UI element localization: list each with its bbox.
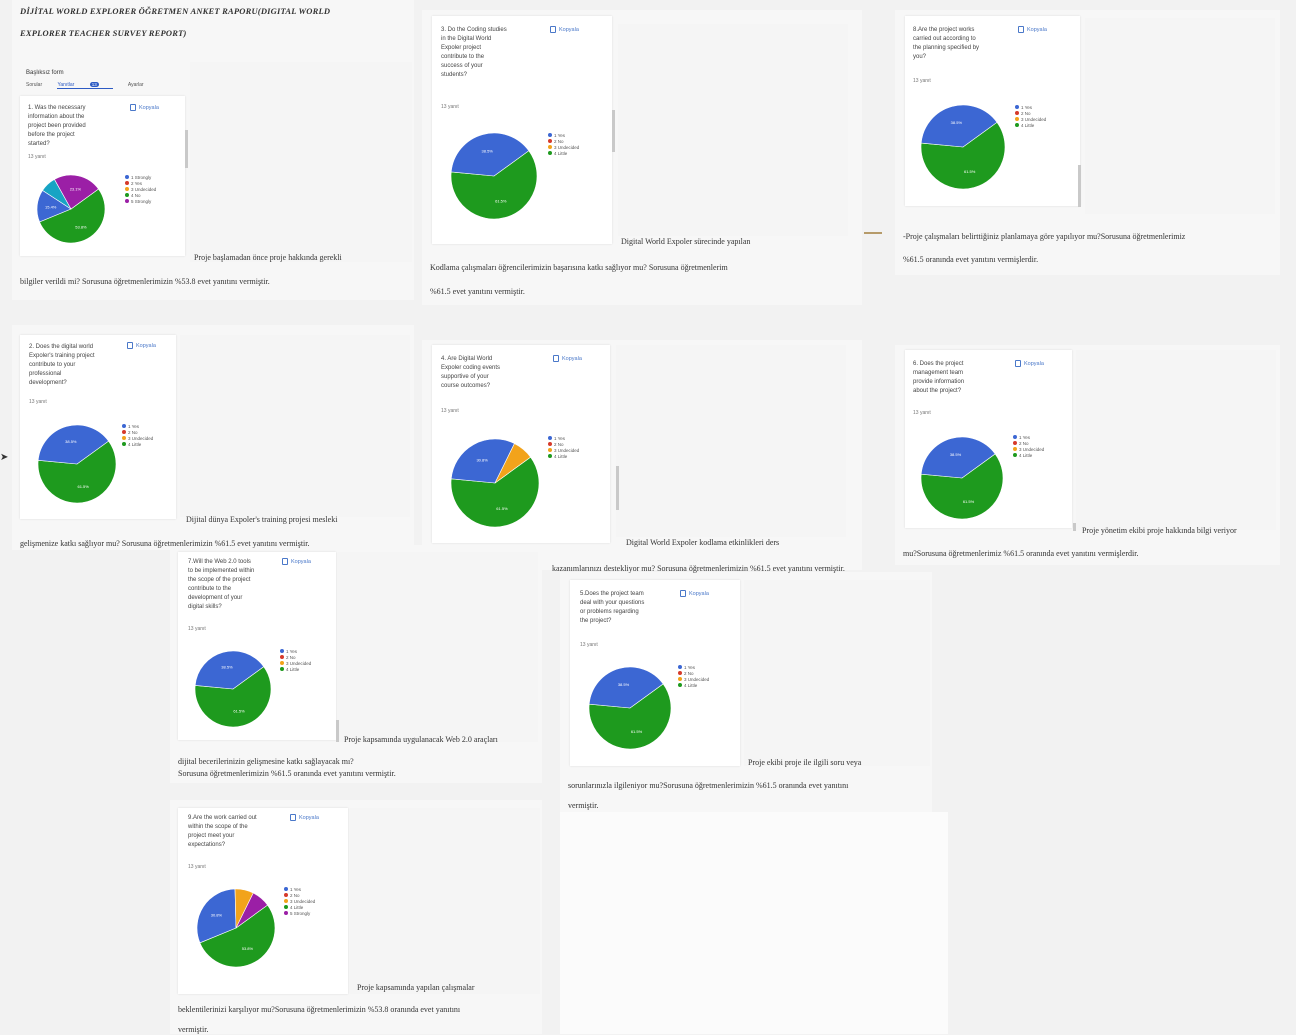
response-count-7: 13 yanıt [188, 626, 206, 632]
legend-dot [678, 677, 682, 681]
pie-label: 15.4% [45, 204, 57, 210]
copy-icon [680, 590, 686, 597]
legend-dot [122, 424, 126, 428]
legend-dot [1015, 123, 1019, 127]
pie-chart-3 [920, 104, 1006, 190]
copy-icon [553, 355, 559, 362]
scrollbar-2[interactable] [612, 110, 615, 152]
scrollbar-6[interactable] [1073, 523, 1076, 531]
caption-8-line2: sorunlarınızla ilgileniyor mu?Sorusuna öğretmenlerimizin %61.5 oranında evet yanıtını [568, 781, 849, 790]
pie-chart-7 [194, 650, 272, 728]
legend-6 [1013, 434, 1044, 458]
legend-dot [125, 175, 129, 179]
legend-dot [1013, 435, 1017, 439]
chart-empty-area-3 [1085, 18, 1275, 214]
legend-label: 1 Yes [290, 886, 302, 892]
legend-dot [548, 133, 552, 137]
copy-icon [1015, 360, 1021, 367]
legend-label: 3 Undecided [554, 144, 580, 150]
legend-label: 4 Little [128, 441, 142, 447]
legend-dot [1015, 111, 1019, 115]
pie-label: 38.5% [617, 681, 630, 687]
pie-label: 38.5% [481, 148, 493, 154]
legend-dot [1013, 453, 1017, 457]
form-header [26, 70, 158, 88]
pie-label: 53.8% [241, 945, 254, 951]
question-text-6: 6. Does the project management team provide information about the project? [913, 361, 965, 394]
chart-empty-area-8 [744, 580, 930, 766]
copy-button-3[interactable] [1018, 26, 1047, 33]
pie-label: 61.5% [962, 499, 975, 505]
legend-dot [548, 442, 552, 446]
scrollbar-5[interactable] [616, 466, 619, 510]
legend-label: 3 Undecided [128, 435, 154, 441]
legend-dot [284, 899, 288, 903]
pie-label: 30.8% [476, 457, 488, 463]
legend-label: 4 Little [554, 453, 568, 459]
tab-responses-label: Yanıtlar [57, 82, 75, 88]
caption-1-line1: Proje başlamadan önce proje hakkında gerekli [194, 253, 342, 262]
legend-label: 2 No [554, 441, 564, 447]
legend-label: 2 No [290, 892, 300, 898]
response-count-4: 13 yanıt [29, 399, 47, 405]
response-count-9: 13 yanıt [188, 864, 206, 870]
chart-empty-area-4 [180, 335, 410, 517]
chart-empty-area-7 [338, 552, 538, 742]
responses-badge: 13 [91, 82, 97, 87]
legend-label: 1 Yes [286, 648, 298, 654]
legend-item [548, 150, 579, 156]
copy-button-5[interactable] [553, 355, 582, 362]
copy-button-8[interactable] [680, 590, 709, 597]
legend-dot [548, 145, 552, 149]
caption-2-line3: %61.5 evet yanıtını vermiştir. [430, 287, 525, 296]
legend-label: 4 Little [554, 150, 568, 156]
copy-label: Kopyala [559, 26, 579, 33]
legend-label: 4 Little [290, 904, 304, 910]
scrollbar-1[interactable] [185, 130, 188, 168]
legend-label: 4 Little [1021, 122, 1035, 128]
pie-label: 38.5% [65, 438, 77, 444]
legend-dot [125, 199, 129, 203]
response-count-5: 13 yanıt [441, 408, 459, 414]
copy-label: Kopyala [1027, 26, 1047, 33]
report-title-line2: EXPLORER TEACHER SURVEY REPORT) [20, 28, 187, 38]
copy-label: Kopyala [1024, 360, 1044, 367]
legend-label: 3 Undecided [1021, 116, 1047, 122]
accent-line [864, 232, 882, 234]
legend-dot [284, 887, 288, 891]
legend-item [125, 198, 156, 204]
scrollbar-3[interactable] [1078, 165, 1081, 207]
copy-button-4[interactable] [127, 342, 156, 349]
caption-2-line2: Kodlama çalışmaları öğrencilerimizin başarısına katkı sağlıyor mu? Sorusuna öğretmenlerim [430, 263, 728, 272]
chart-empty-area-1 [190, 62, 412, 262]
tab-settings[interactable]: Ayarlar [127, 82, 144, 88]
caption-8-line1: Proje ekibi proje ile ilgili soru veya [748, 758, 862, 767]
caption-4-line2: gelişmenize katkı sağlıyor mu? Sorusuna öğretmenlerimizin %61.5 evet yanıtını vermiştir. [20, 539, 310, 548]
legend-item [280, 666, 311, 672]
response-count-6: 13 yanıt [913, 410, 931, 416]
legend-label: 4 Little [1019, 452, 1033, 458]
caption-1-line2: bilgiler verildi mi? Sorusuna öğretmenlerimizin %53.8 evet yanıtını vermiştir. [20, 277, 270, 286]
legend-label: 1 Yes [684, 664, 696, 670]
caption-4-line1: Dijital dünya Expoler's training projesi mesleki [186, 515, 338, 524]
legend-label: 3 Undecided [554, 447, 580, 453]
legend-label: 3 Undecided [684, 676, 710, 682]
legend-label: 3 Undecided [290, 898, 316, 904]
legend-dot [122, 430, 126, 434]
legend-2 [548, 132, 579, 156]
legend-label: 4 Little [684, 682, 698, 688]
caption-3-line1: -Proje çalışmaları belirttiğiniz planlamaya göre yapılıyor mu?Sorusuna öğretmenlerimiz [903, 232, 1186, 241]
legend-4 [122, 423, 153, 447]
legend-label: 1 Yes [1021, 104, 1033, 110]
copy-icon [290, 814, 296, 821]
legend-dot [1013, 447, 1017, 451]
pie-chart-1 [36, 174, 106, 244]
legend-label: 1 Yes [128, 423, 140, 429]
legend-dot [284, 893, 288, 897]
legend-item [1013, 452, 1044, 458]
caption-6-line2: mu?Sorusuna öğretmenlerimiz %61.5 oranında evet yanıtını vermişlerdir. [903, 549, 1139, 558]
caption-9-line2: beklentilerinizi karşılıyor mu?Sorusuna öğretmenlerimizin %53.8 oranında evet yanıtını [178, 1005, 461, 1014]
legend-dot [284, 911, 288, 915]
legend-1 [125, 174, 156, 204]
legend-label: 1 Yes [554, 132, 566, 138]
legend-dot [548, 151, 552, 155]
legend-dot [122, 442, 126, 446]
legend-dot [1015, 117, 1019, 121]
legend-dot [1013, 441, 1017, 445]
pie-chart-9 [196, 888, 276, 968]
legend-label: 2 No [1021, 110, 1031, 116]
pie-label: 61.5% [963, 168, 976, 174]
legend-label: 2 Yes [131, 180, 143, 186]
caption-7-line2: dijital becerilerinizin gelişmesine katkı sağlayacak mı? [178, 757, 354, 766]
pie-label: 38.5% [949, 451, 962, 457]
copy-label: Kopyala [689, 590, 709, 597]
caption-6-line1: Proje yönetim ekibi proje hakkında bilgi veriyor [1082, 526, 1237, 535]
legend-label: 2 No [554, 138, 564, 144]
pie-chart-6 [920, 436, 1004, 520]
legend-label: 5 Strongly [290, 910, 311, 916]
tab-responses[interactable] [57, 82, 112, 89]
copy-icon [550, 26, 556, 33]
legend-label: 3 Undecided [286, 660, 312, 666]
legend-label: 2 No [128, 429, 138, 435]
copy-icon [282, 558, 288, 565]
legend-dot [678, 671, 682, 675]
legend-item [122, 441, 153, 447]
caption-7-line1: Proje kapsamında uygulanacak Web 2.0 araçları [344, 735, 498, 744]
response-count-1: 13 yanıt [28, 154, 46, 160]
legend-label: 4 No [131, 192, 141, 198]
legend-item [548, 453, 579, 459]
caption-9-line1: Proje kapsamında yapılan çalışmalar [357, 983, 475, 992]
question-text-2: 3. Do the Coding studies in the Digital World Expoler project contribute to the success of your students? [441, 27, 507, 78]
legend-dot [548, 448, 552, 452]
legend-dot [280, 655, 284, 659]
legend-dot [548, 454, 552, 458]
legend-item [284, 910, 315, 916]
legend-dot [678, 665, 682, 669]
copy-label: Kopyala [562, 355, 582, 362]
copy-button-6[interactable] [1015, 360, 1044, 367]
response-count-3: 13 yanıt [913, 78, 931, 84]
form-name: Başlıksız form [26, 70, 64, 76]
caption-5-line2: kazanımlarınızı destekliyor mu? Sorusuna öğretmenlerimizin %61.5 evet yanıtını vermiştir. [552, 564, 845, 573]
legend-dot [284, 905, 288, 909]
legend-dot [548, 436, 552, 440]
pie-label: 53.8% [75, 224, 87, 230]
caption-8-line3: vermiştir. [568, 801, 599, 810]
copy-button-1[interactable] [130, 104, 159, 111]
caption-9-line3: vermiştir. [178, 1025, 209, 1034]
pie-label: 61.5% [77, 484, 89, 490]
response-count-8: 13 yanıt [580, 642, 598, 648]
copy-label: Kopyala [291, 558, 311, 565]
copy-button-2[interactable] [550, 26, 579, 33]
legend-9 [284, 886, 315, 916]
pie-label: 23.1% [69, 186, 82, 192]
pie-label: 30.8% [210, 912, 223, 918]
legend-dot [678, 683, 682, 687]
copy-button-7[interactable] [282, 558, 311, 565]
caption-3-line2: %61.5 oranında evet yanıtını vermişlerdir. [903, 255, 1039, 264]
legend-label: 1 Yes [554, 435, 566, 441]
pie-label: 61.5% [496, 505, 508, 511]
chart-empty-area-2 [618, 24, 848, 236]
legend-dot [122, 436, 126, 440]
legend-label: 1 Strongly [131, 174, 152, 180]
panel-bottom-middle-empty [560, 812, 948, 1034]
pie-chart-2 [450, 132, 538, 220]
copy-button-9[interactable] [290, 814, 319, 821]
legend-label: 2 No [286, 654, 296, 660]
caption-2-line1: Digital World Expoler sürecinde yapılan [621, 237, 751, 246]
response-count-2: 13 yanıt [441, 104, 459, 110]
question-text-9: 9.Are the work carried out within the scope of the project meet your expectations? [188, 815, 257, 848]
arrow-icon: ➤ [0, 452, 9, 463]
legend-dot [548, 139, 552, 143]
legend-dot [125, 193, 129, 197]
legend-dot [280, 661, 284, 665]
legend-label: 3 Undecided [131, 186, 157, 192]
question-text-5: 4. Are Digital World Expoler coding events supportive of your course outcomes? [441, 356, 501, 389]
legend-dot [125, 181, 129, 185]
pie-label: 61.5% [233, 708, 245, 714]
question-text-7: 7.Will the Web 2.0 tools to be implemented within the scope of the project contribute to the development of your digital skills? [188, 559, 255, 610]
scrollbar-7[interactable] [336, 720, 339, 742]
tab-questions[interactable]: Sorular [26, 82, 43, 88]
copy-label: Kopyala [299, 814, 319, 821]
legend-item [1015, 122, 1046, 128]
legend-dot [280, 667, 284, 671]
pie-label: 38.5% [950, 120, 963, 126]
copy-label: Kopyala [139, 104, 159, 111]
chart-empty-area-5 [616, 345, 846, 537]
legend-5 [548, 435, 579, 459]
chart-empty-area-9 [350, 808, 540, 994]
pie-chart-8 [588, 666, 672, 750]
legend-8 [678, 664, 709, 688]
pie-label: 61.5% [630, 729, 643, 735]
question-text-3: 8.Are the project works carried out according to the planning specified by you? [913, 27, 980, 60]
question-text-4: 2. Does the digital world Expoler's training project contribute to your professional development? [29, 344, 95, 386]
legend-label: 3 Undecided [1019, 446, 1045, 452]
question-text-1: 1. Was the necessary information about the project been provided before the project started? [28, 105, 86, 147]
copy-icon [1018, 26, 1024, 33]
legend-label: 2 No [1019, 440, 1029, 446]
copy-icon [130, 104, 136, 111]
copy-icon [127, 342, 133, 349]
pie-label: 61.5% [495, 198, 507, 204]
legend-3 [1015, 104, 1046, 128]
legend-label: 5 Strongly [131, 198, 152, 204]
caption-7-line3: Sorusuna öğretmenlerimizin %61.5 oranında evet yanıtını vermiştir. [178, 769, 396, 778]
legend-label: 1 Yes [1019, 434, 1031, 440]
caption-5-line1: Digital World Expoler kodlama etkinlikleri ders [626, 538, 780, 547]
chart-empty-area-6 [1076, 350, 1276, 530]
legend-dot [1015, 105, 1019, 109]
legend-dot [125, 187, 129, 191]
legend-label: 4 Little [286, 666, 300, 672]
copy-label: Kopyala [136, 342, 156, 349]
pie-chart-5 [450, 438, 540, 528]
report-title-line1: DİJİTAL WORLD EXPLORER ÖĞRETMEN ANKET RAPORU(DIGITAL WORLD [20, 6, 331, 16]
legend-dot [280, 649, 284, 653]
question-text-8: 5.Does the project team deal with your questions or problems regarding the project? [580, 591, 645, 624]
legend-item [678, 682, 709, 688]
pie-chart-4 [37, 424, 117, 504]
pie-label: 38.5% [221, 664, 233, 670]
legend-label: 2 No [684, 670, 694, 676]
legend-7 [280, 648, 311, 672]
